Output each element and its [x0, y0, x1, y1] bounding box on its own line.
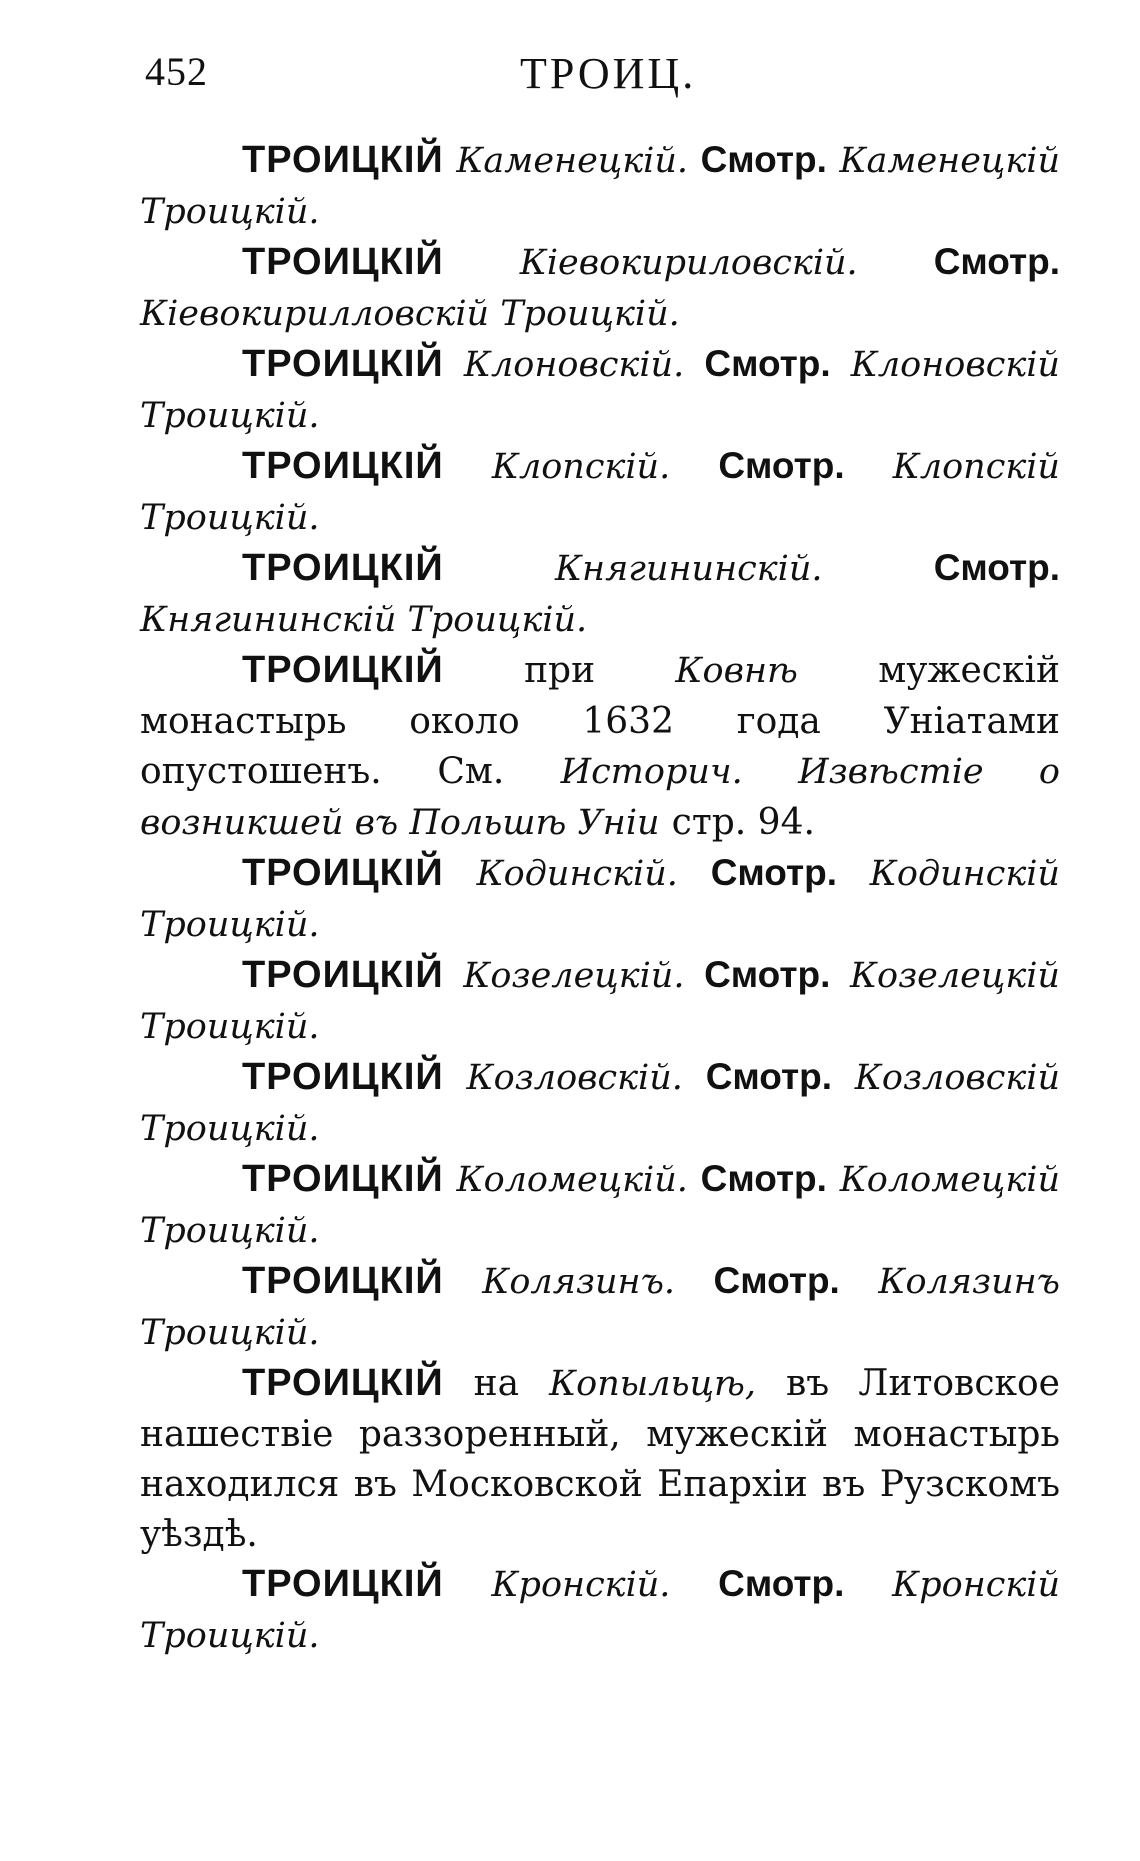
- entry-headword: ТРОИЦКІЙ: [242, 445, 444, 487]
- entry-headword: ТРОИЦКІЙ: [242, 954, 444, 996]
- cross-reference-target: Кодинскій Троицкій.: [140, 854, 1060, 945]
- page-number: 452: [145, 49, 208, 94]
- cross-reference-target: Козловскій Троицкій.: [140, 1058, 1060, 1149]
- cross-reference-target: Кронскій Троицкій.: [140, 1565, 1060, 1656]
- dictionary-entry: [140, 441, 1060, 543]
- cross-reference-label: Смотр.: [704, 343, 831, 384]
- entry-name: Клопскій.: [491, 447, 671, 487]
- entry-headword: ТРОИЦКІЙ: [242, 547, 444, 589]
- entry-name: Княгининскій.: [554, 549, 823, 589]
- dictionary-entry: [140, 339, 1060, 441]
- cross-reference-target: Колязинъ Троицкій.: [140, 1262, 1060, 1353]
- entry-place: Копыльцѣ,: [549, 1364, 757, 1404]
- entry-source: Историч. Извѣстіе о возникшей въ Польшѣ Уніи: [140, 752, 1060, 843]
- cross-reference-label: Смотр.: [718, 445, 845, 486]
- entry-name: Каменецкій.: [456, 141, 688, 181]
- running-title: ТРОИЦ.: [520, 49, 697, 98]
- entry-place: Ковнѣ: [675, 651, 798, 691]
- cross-reference-label: Смотр.: [933, 547, 1060, 588]
- cross-reference-target: Каменецкій Троицкій.: [140, 141, 1060, 232]
- dictionary-entry: [140, 135, 1060, 237]
- cross-reference-label: Смотр.: [933, 241, 1060, 282]
- dictionary-entries: [140, 135, 1060, 1661]
- entry-name: Козелецкій.: [463, 956, 685, 996]
- entry-name: Кіевокириловскій.: [519, 243, 858, 283]
- cross-reference-label: Смотр.: [700, 139, 827, 180]
- dictionary-entry: [140, 543, 1060, 645]
- cross-reference-label: Смотр.: [710, 852, 837, 893]
- cross-reference-target: Клоновскій Троицкій.: [140, 345, 1060, 436]
- cross-reference-label: Смотр.: [704, 954, 831, 995]
- entry-text: въ Литовское нашествіе раззоренный, мужескій монастырь находился въ Московской Епархіи въ Рузскомъ уѣздѣ.: [140, 1363, 1060, 1555]
- entry-text: мужескій монастырь около 1632 года Уніатами опустошенъ. См.: [140, 650, 1060, 792]
- dictionary-entry: [140, 1559, 1060, 1661]
- entry-headword: ТРОИЦКІЙ: [242, 1056, 444, 1098]
- dictionary-entry: [140, 645, 1060, 848]
- entry-headword: ТРОИЦКІЙ: [242, 139, 444, 181]
- dictionary-entry: [140, 950, 1060, 1052]
- entry-text: на: [473, 1363, 520, 1404]
- entry-headword: ТРОИЦКІЙ: [242, 1158, 444, 1200]
- entry-headword: ТРОИЦКІЙ: [242, 852, 444, 894]
- cross-reference-target: Княгининскій Троицкій.: [140, 600, 588, 640]
- page-header: [145, 38, 1045, 108]
- entry-headword: ТРОИЦКІЙ: [242, 649, 444, 691]
- dictionary-entry: [140, 1256, 1060, 1358]
- entry-text: стр. 94.: [671, 802, 815, 843]
- entry-name: Кодинскій.: [476, 854, 678, 894]
- entry-headword: ТРОИЦКІЙ: [242, 1362, 444, 1404]
- dictionary-entry: [140, 237, 1060, 339]
- dictionary-entry: [140, 848, 1060, 950]
- entry-headword: ТРОИЦКІЙ: [242, 343, 444, 385]
- entry-headword: ТРОИЦКІЙ: [242, 1260, 444, 1302]
- entry-name: Колязинъ.: [482, 1262, 676, 1302]
- entry-name: Коломецкій.: [456, 1160, 688, 1200]
- cross-reference-target: Коломецкій Троицкій.: [140, 1160, 1060, 1251]
- cross-reference-label: Смотр.: [700, 1158, 827, 1199]
- entry-name: Кронскій.: [491, 1565, 671, 1605]
- cross-reference-target: Козелецкій Троицкій.: [140, 956, 1060, 1047]
- dictionary-entry: [140, 1154, 1060, 1256]
- cross-reference-label: Смотр.: [705, 1056, 832, 1097]
- dictionary-entry: [140, 1358, 1060, 1559]
- cross-reference-target: Клопскій Троицкій.: [140, 447, 1060, 538]
- dictionary-entry: [140, 1052, 1060, 1154]
- cross-reference-label: Смотр.: [713, 1260, 840, 1301]
- entry-name: Козловскій.: [466, 1058, 683, 1098]
- entry-name: Клоновскій.: [463, 345, 685, 385]
- entry-headword: ТРОИЦКІЙ: [242, 1563, 444, 1605]
- entry-headword: ТРОИЦКІЙ: [242, 241, 444, 283]
- cross-reference-label: Смотр.: [718, 1563, 845, 1604]
- cross-reference-target: Кіевокирилловскій Троицкій.: [140, 294, 680, 334]
- entry-text: при: [524, 650, 596, 691]
